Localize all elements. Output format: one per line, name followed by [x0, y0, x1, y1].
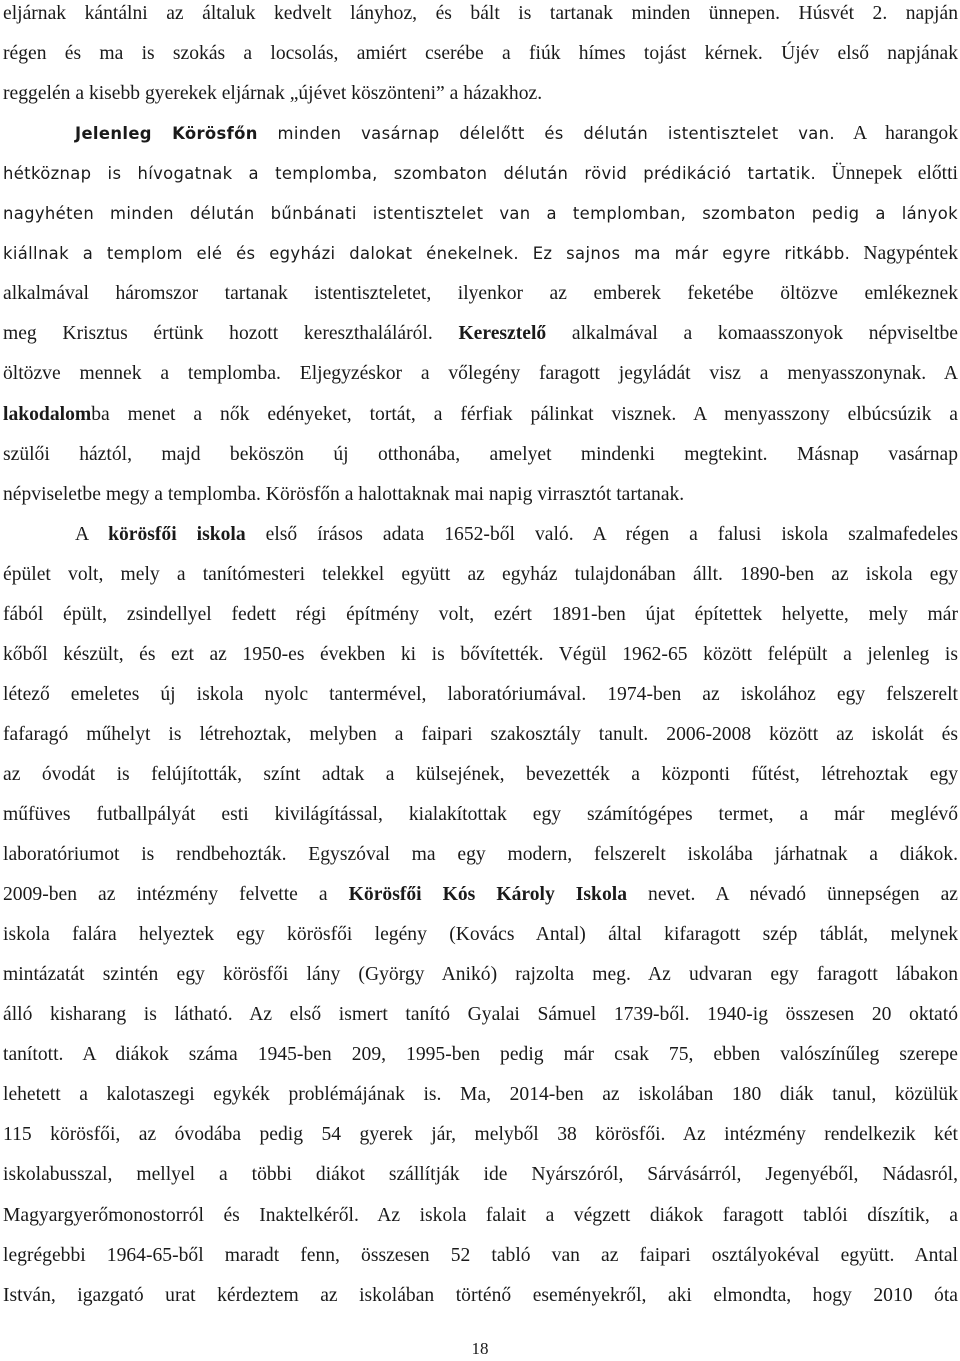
text-segment: Ünnepek előtti	[816, 163, 958, 184]
text-line	[3, 963, 958, 987]
text-segment: régen és ma is szokás a locsolás, amiért cserébe a fiúk hímes tojást kérnek. Újév első napjának	[3, 43, 958, 64]
text-segment: 2009-ben az intézmény felvette a	[3, 884, 349, 905]
text-line	[3, 403, 958, 427]
text-segment: mintázatát szintén egy körösfői lány (György Anikó) rajzolta meg. Az udvaran egy faragott lábakon	[3, 964, 958, 985]
text-line	[3, 643, 958, 667]
bold-text: körösfői iskola	[108, 524, 246, 545]
text-line	[3, 843, 958, 867]
text-line	[3, 563, 958, 587]
text-segment: műfüves futballpályát esti kivilágítással, kialakítottak egy számítógépes termet, a már meglévő	[3, 804, 958, 825]
text-line	[3, 202, 958, 226]
text-line	[3, 1123, 958, 1147]
page-number: 18	[471, 1339, 489, 1358]
text-segment: eljárnak kántálni az általuk kedvelt lányhoz, és bált is tartanak minden ünnepen. Húsvét 2. napján	[3, 3, 958, 24]
text-line	[3, 1003, 958, 1027]
text-segment: létező emeletes új iskola nyolc tantermével, laboratóriumával. 1974-ben az iskolához egy felszerelt	[3, 684, 958, 705]
text-segment: laboratóriumot is rendbehozták. Egyszóval ma egy modern, felszerelt iskolába járhatnak a diákok.	[3, 844, 958, 865]
text-segment: reggelén a kisebb gyerekek eljárnak „újévet köszönteni” a házakhoz.	[3, 83, 543, 104]
text-line	[3, 803, 958, 827]
text-line	[3, 1284, 958, 1308]
text-segment: kőből készült, és ezt az 1950-es években ki is bővítették. Végül 1962-65 között felépült a jelenleg is	[3, 644, 958, 665]
text-segment: fafaragó műhelyt is létrehoztak, melyben a faipari szakosztály tanult. 2006-2008 között az iskolát és	[3, 724, 958, 745]
text-line	[3, 282, 958, 306]
text-segment: iskolabusszal, mellyel a többi diákot szállítják ide Nyárszóról, Sárvásárról, Jegenyéből, Nádasról,	[3, 1164, 958, 1185]
text-segment: alkalmával háromszor tartanak istentiszteletet, ilyenkor az emberek feketébe öltözve emlékeznek	[3, 283, 958, 304]
text-line	[3, 523, 958, 547]
text-line	[3, 1083, 958, 1107]
text-line	[3, 242, 958, 266]
text-segment: szülői háztól, majd beköszön új otthonába, amelyet mindenki megtekint. Másnap vasárnap	[3, 444, 958, 465]
text-segment: kiállnak a templom elé és egyházi dalokat énekelnek. Ez sajnos ma már egyre ritkább.	[3, 244, 851, 263]
text-line	[3, 42, 958, 66]
text-line	[3, 723, 958, 747]
text-line	[3, 763, 958, 787]
text-line	[3, 923, 958, 947]
text-segment: legrégebbi 1964-65-ből maradt fenn, összesen 52 tabló van az faipari osztályokéval együtt. Antal	[3, 1245, 958, 1266]
text-line	[3, 322, 958, 346]
text-segment: álló kisharang is látható. Az első ismert tanító Gyalai Sámuel 1739-ből. 1940-ig összesen 20 oktató	[3, 1004, 958, 1025]
text-segment: iskola falára helyeztek egy körösfői legény (Kovács Antal) által kifaragott szép táblát, melynek	[3, 924, 958, 945]
text-line	[3, 443, 958, 467]
text-line	[3, 1204, 958, 1228]
text-line	[3, 603, 958, 627]
bold-text: Jelenleg Körösfőn	[75, 124, 258, 143]
text-segment: A harangok	[834, 123, 959, 144]
text-segment: tanított. A diákok száma 1945-ben 209, 1995-ben pedig már csak 75, ebben valószínűleg szerepe	[3, 1044, 958, 1065]
text-line	[3, 122, 958, 146]
text-segment: az óvodát is felújították, színt adtak a külsejének, bevezették a központi fűtést, létrehoztak egy	[3, 764, 958, 785]
text-line	[3, 483, 958, 507]
text-segment: István, igazgató urat kérdeztem az iskolában történő eseményekről, aki elmondta, hogy 2010 óta	[3, 1285, 958, 1306]
text-line	[3, 1043, 958, 1067]
text-line	[3, 883, 958, 907]
text-segment: lehetett a kalotaszegi egykék problémájának is. Ma, 2014-ben az iskolában 180 diák tanul, közülük	[3, 1084, 958, 1105]
text-segment: fából épült, zsindellyel fedett régi építmény volt, ezért 1891-ben újat építettek helyette, mely már	[3, 604, 958, 625]
text-segment: meg Krisztus értünk hozott kereszthaláláról.	[3, 323, 459, 344]
text-segment: hétköznap is hívogatnak a templomba, szombaton délután rövid prédikáció tartatik.	[3, 164, 817, 183]
text-segment: minden vasárnap délelőtt és délután istentisztelet van.	[257, 124, 835, 143]
text-line	[3, 683, 958, 707]
bold-text: Körösfői Kós Károly Iskola	[348, 884, 627, 905]
text-line	[3, 82, 958, 106]
bold-text: Keresztelő	[458, 323, 547, 344]
text-line	[3, 1163, 958, 1187]
text-segment: A	[75, 524, 109, 545]
text-line	[3, 362, 958, 386]
text-segment: Magyargyerőmonostorról és Inaktelkéről. Az iskola falait a végzett diákok faragott tablói díszítik, a	[3, 1205, 958, 1226]
text-segment: első írásos adata 1652-ből való. A régen a falusi iskola szalmafedeles	[245, 524, 959, 545]
text-segment: népviseletbe megy a templomba. Körösfőn a halottaknak mai napig virrasztót tartanak.	[3, 484, 685, 505]
text-segment: alkalmával a komaasszonyok népviseltbe	[546, 323, 958, 344]
text-segment: épület volt, mely a tanítómesteri telekkel együtt az egyház tulajdonában állt. 1890-ben az iskola egy	[3, 564, 958, 585]
text-line	[3, 1244, 958, 1268]
text-segment: nevet. A névadó ünnepségen az	[627, 884, 959, 905]
text-segment: Nagypéntek	[850, 243, 958, 264]
text-segment: ba menet a nők edényeket, tortát, a férfiak pálinkat visznek. A menyasszony elbúcsúzik a	[91, 404, 958, 425]
text-line	[3, 162, 958, 186]
text-line	[3, 2, 958, 26]
bold-text: lakodalom	[3, 404, 92, 425]
text-segment: nagyhéten minden délután bűnbánati istentisztelet van a templomban, szombaton pedig a lányok	[3, 204, 958, 223]
text-segment: öltözve mennek a templomba. Eljegyzéskor a vőlegény faragott jegyládát visz a menyasszonynak. A	[3, 363, 958, 384]
text-segment: 115 körösfői, az óvodába pedig 54 gyerek jár, melyből 38 körösfői. Az intézmény rendelkezik két	[3, 1124, 958, 1145]
